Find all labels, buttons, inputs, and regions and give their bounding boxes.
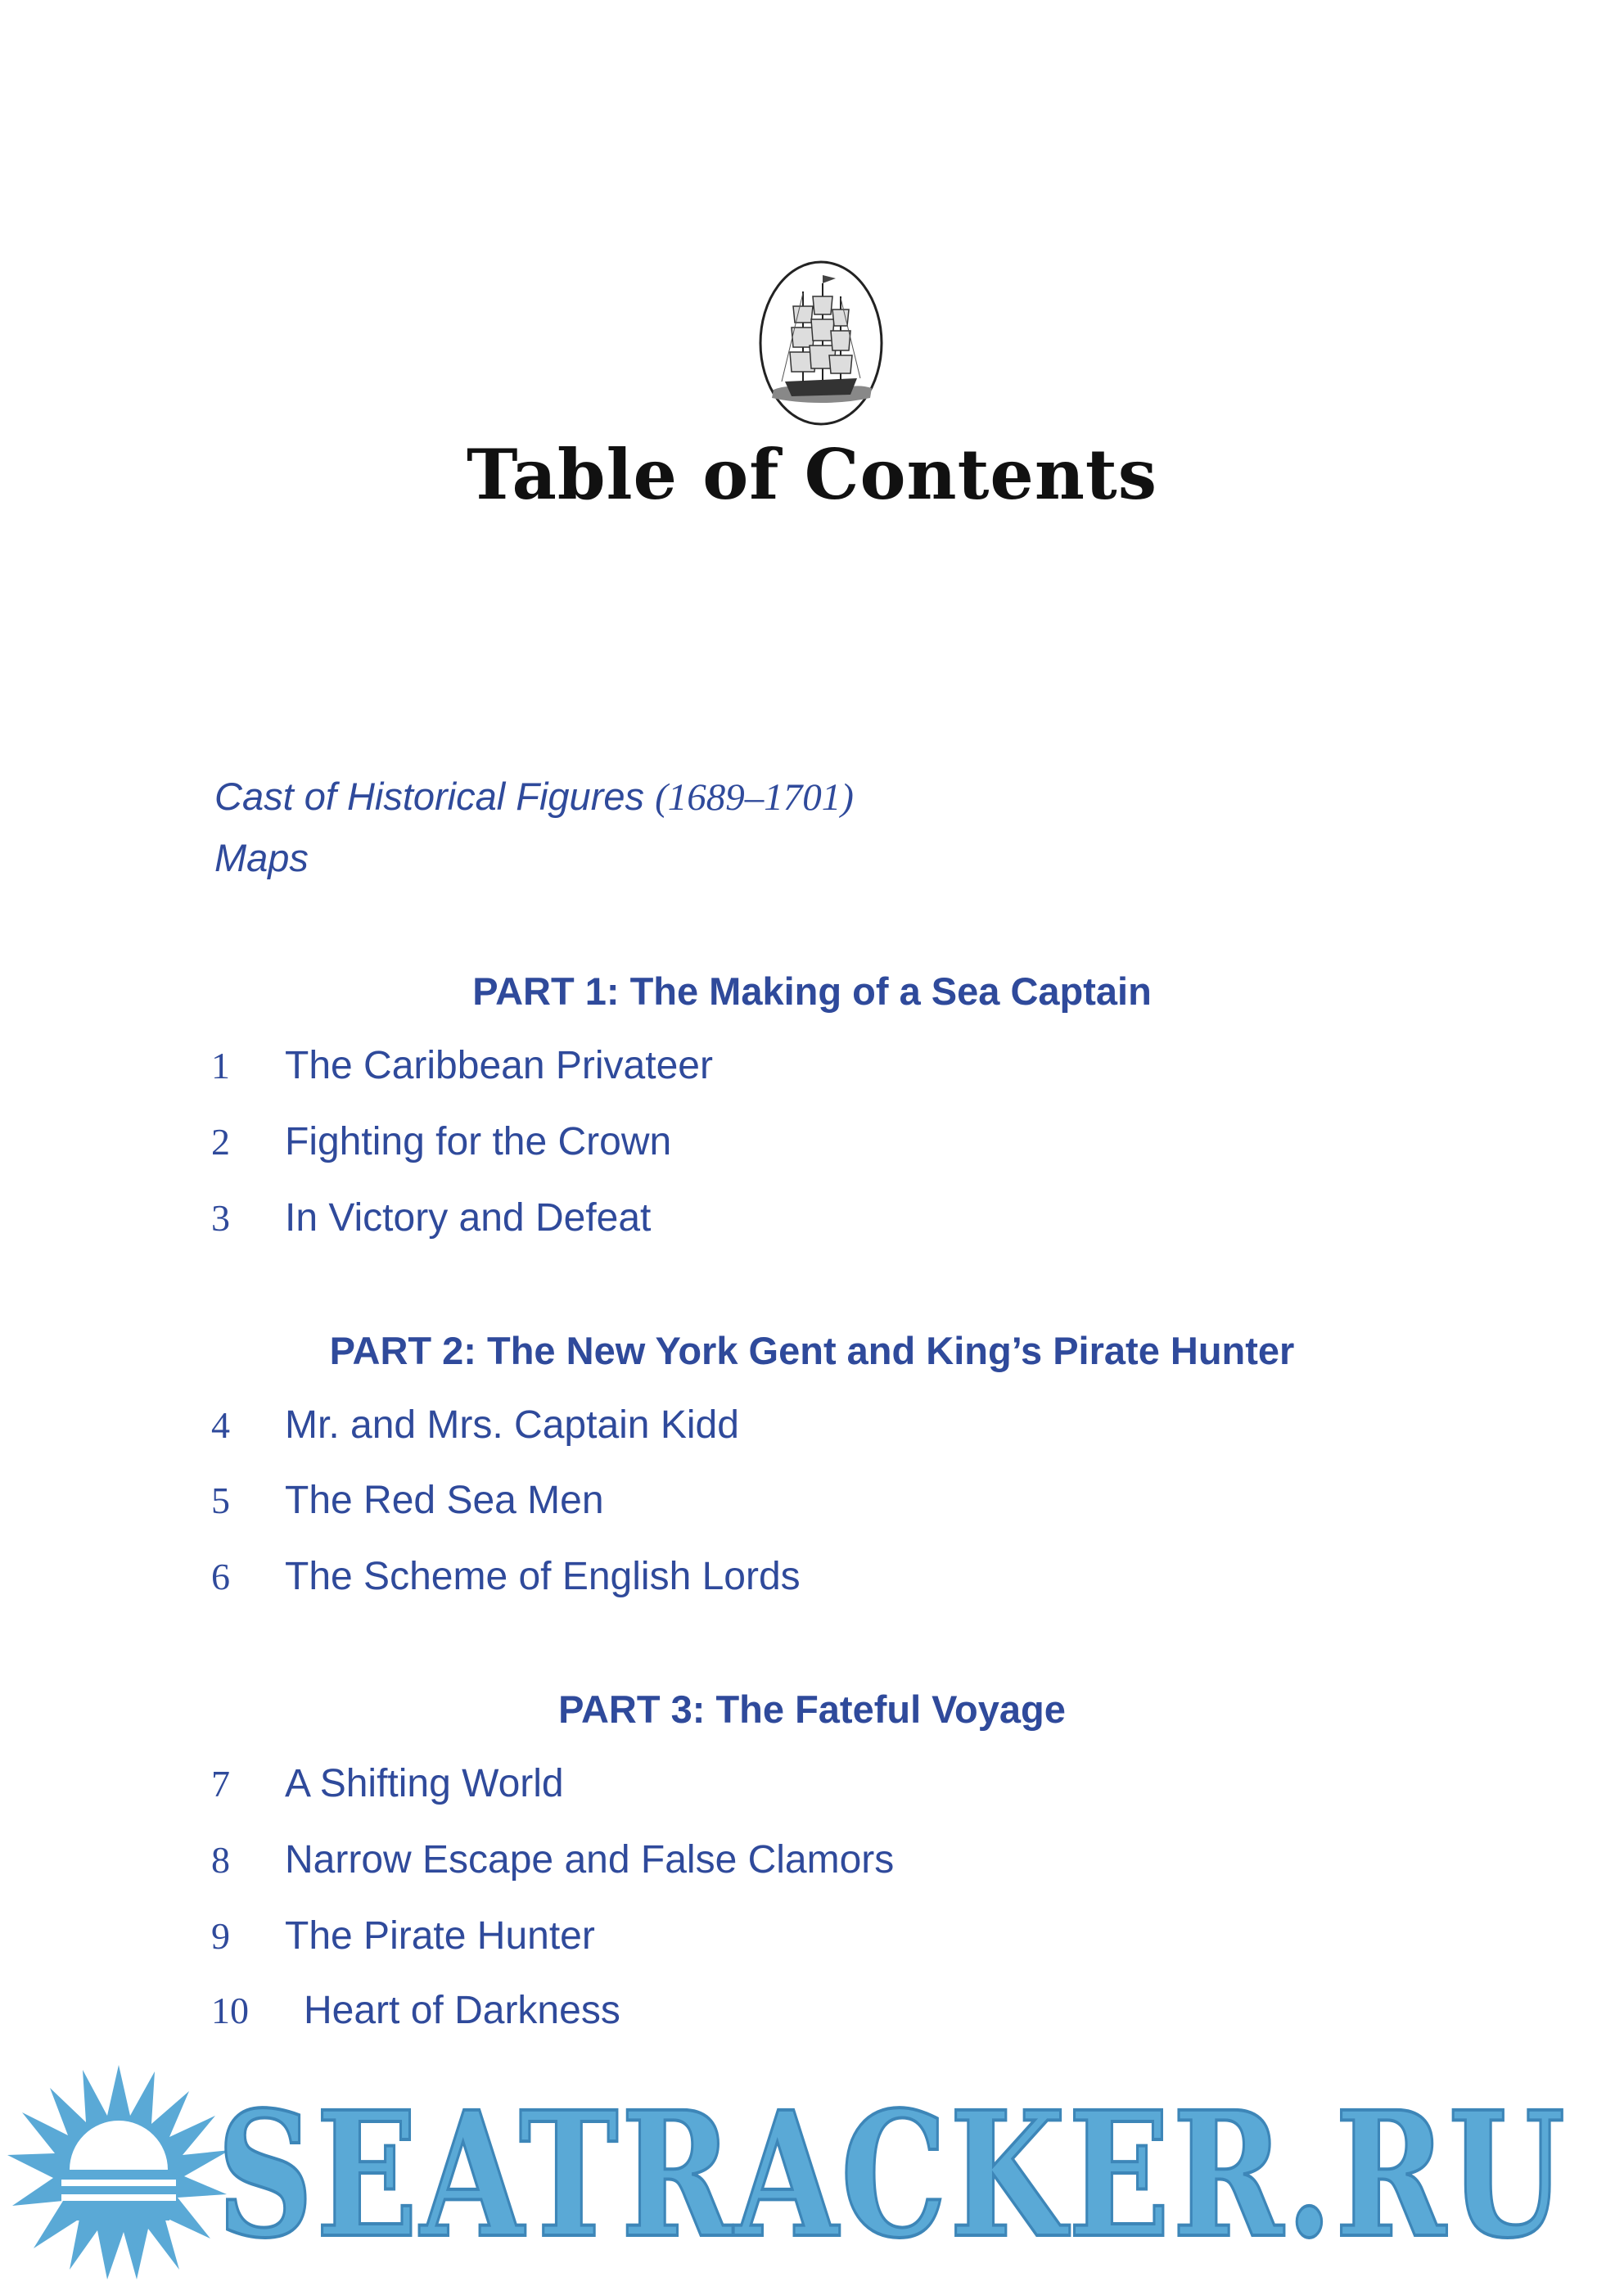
chapter-number: 3 — [211, 1197, 230, 1239]
chapter-number: 9 — [211, 1915, 230, 1957]
chapter-title: A Shifting World — [285, 1762, 564, 1805]
chapter-title: Mr. and Mrs. Captain Kidd — [285, 1403, 739, 1447]
chapter-title: The Scheme of English Lords — [285, 1555, 801, 1598]
chapter-entry[interactable] — [211, 1988, 620, 2033]
chapter-title: The Red Sea Men — [285, 1479, 604, 1522]
chapter-number: 2 — [211, 1121, 230, 1163]
chapter-number: 5 — [211, 1480, 230, 1521]
front-matter-maps[interactable] — [214, 835, 309, 880]
chapter-title: Fighting for the Crown — [285, 1120, 672, 1163]
chapter-entry[interactable] — [211, 1403, 739, 1448]
sun-icon — [7, 2065, 230, 2279]
page-title: Table of Contents — [467, 434, 1157, 515]
chapter-number: 10 — [211, 1990, 249, 2031]
watermark-logo — [0, 2047, 1624, 2286]
chapter-entry[interactable] — [211, 1119, 671, 1164]
chapter-title: The Pirate Hunter — [285, 1914, 595, 1958]
part-heading[interactable]: PART 2: The New York Gent and King’s Pirate Hunter — [329, 1329, 1295, 1372]
chapter-number: 4 — [211, 1404, 230, 1446]
chapter-title: Heart of Darkness — [304, 1989, 620, 2032]
front-matter-label: Cast of Historical Figures — [214, 775, 644, 818]
chapter-entry[interactable] — [211, 1913, 595, 1958]
part-heading[interactable]: PART 3: The Fateful Voyage — [558, 1687, 1066, 1731]
chapter-entry[interactable] — [211, 1478, 604, 1523]
front-matter-label: Maps — [214, 836, 309, 879]
chapter-entry[interactable] — [211, 1195, 651, 1240]
chapter-number: 1 — [211, 1045, 230, 1087]
chapter-number: 8 — [211, 1839, 230, 1881]
chapter-title: The Caribbean Privateer — [285, 1044, 713, 1087]
chapter-title: In Victory and Defeat — [285, 1196, 652, 1240]
chapter-number: 6 — [211, 1556, 230, 1597]
part-heading[interactable]: PART 1: The Making of a Sea Captain — [472, 969, 1152, 1013]
chapter-entry[interactable] — [211, 1761, 564, 1806]
front-matter-cast[interactable] — [214, 774, 854, 820]
chapter-entry[interactable] — [211, 1837, 894, 1882]
chapter-entry[interactable] — [211, 1043, 713, 1088]
watermark-text: SEATRACKER.RU — [217, 2074, 1568, 2276]
chapter-entry[interactable] — [211, 1554, 801, 1599]
front-matter-date: (1689–1701) — [655, 776, 854, 819]
chapter-title: Narrow Escape and False Clamors — [285, 1838, 895, 1882]
chapter-number: 7 — [211, 1763, 230, 1805]
ship-cameo-icon — [757, 259, 885, 427]
